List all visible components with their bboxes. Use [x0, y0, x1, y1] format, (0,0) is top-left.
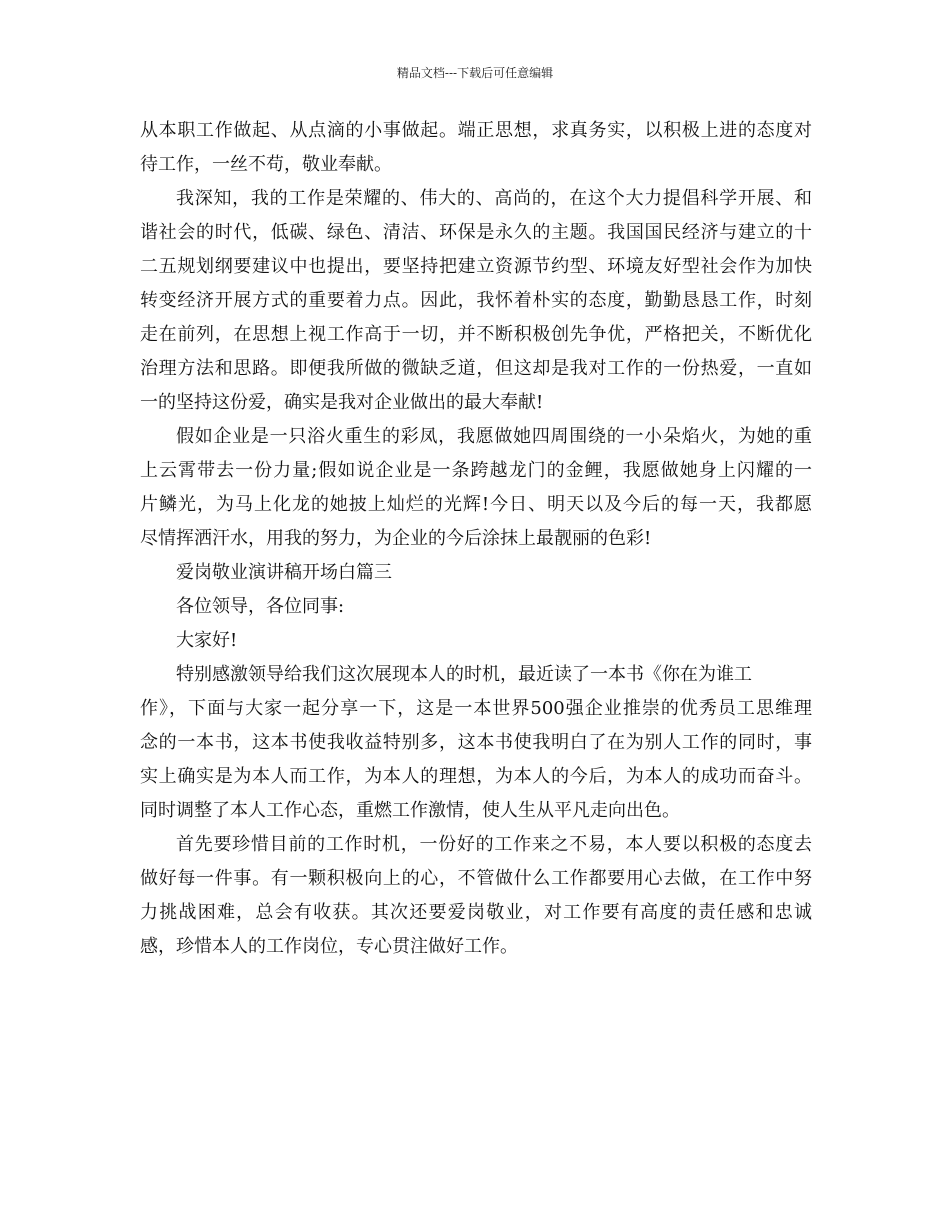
text-line: 谐社会的时代，低碳、绿色、清洁、环保是永久的主题。我国国民经济与建立的十 [140, 222, 812, 243]
text-line: 大家好! [176, 630, 238, 651]
text-line: 假如企业是一只浴火重生的彩凤，我愿做她四周围绕的一小朵焰火，为她的重 [176, 426, 812, 447]
text-line: 各位领导，各位同事: [176, 596, 345, 617]
text-line: 治理方法和思路。即便我所做的微缺乏道，但这却是我对工作的一份热爱，一直如 [140, 358, 812, 379]
text-line: 爱岗敬业演讲稿开场白篇三 [176, 562, 392, 583]
text-line: 转变经济开展方式的重要着力点。因此，我怀着朴实的态度，勤勤恳恳工作，时刻 [140, 290, 812, 311]
text-line: 念的一本书，这本书使我收益特别多，这本书使我明白了在为别人工作的同时，事 [140, 732, 812, 753]
text-line: 一的坚持这份爱，确实是我对企业做出的最大奉献! [140, 392, 544, 413]
text-line: 感，珍惜本人的工作岗位，专心贯注做好工作。 [140, 936, 518, 957]
text-line: 力挑战困难，总会有收获。其次还要爱岗敬业，对工作要有高度的责任感和忠诚 [140, 902, 812, 923]
text-line: 作》，下面与大家一起分享一下，这是一本世界500强企业推崇的优秀员工思维理 [140, 698, 812, 719]
text-line: 走在前列，在思想上视工作高于一切，并不断积极创先争优，严格把关，不断优化 [140, 324, 812, 345]
text-line: 做好每一件事。有一颗积极向上的心，不管做什么工作都要用心去做，在工作中努 [140, 868, 812, 889]
text-line: 特别感激领导给我们这次展现本人的时机，最近读了一本书《你在为谁工 [176, 664, 752, 685]
document-body [140, 114, 812, 964]
text-line: 二五规划纲要建议中也提出，要坚持把建立资源节约型、环境友好型社会作为加快 [140, 256, 812, 277]
text-line: 待工作，一丝不苟，敬业奉献。 [140, 154, 392, 175]
text-line: 从本职工作做起、从点滴的小事做起。端正思想，求真务实，以积极上进的态度对 [140, 120, 812, 141]
text-line: 首先要珍惜目前的工作时机，一份好的工作来之不易，本人要以积极的态度去 [176, 834, 812, 855]
text-line: 上云霄带去一份力量;假如说企业是一条跨越龙门的金鲤，我愿做她身上闪耀的一 [140, 460, 812, 481]
text-line: 同时调整了本人工作心态，重燃工作激情，使人生从平凡走向出色。 [140, 800, 680, 821]
page-header: 精品文档---下载后可任意编辑 [396, 66, 554, 80]
text-line: 实上确实是为本人而工作，为本人的理想，为本人的今后，为本人的成功而奋斗。 [140, 766, 812, 787]
text-line: 我深知，我的工作是荣耀的、伟大的、高尚的，在这个大力提倡科学开展、和 [176, 188, 812, 209]
text-line: 尽情挥洒汗水，用我的努力，为企业的今后涂抹上最靓丽的色彩! [140, 528, 652, 549]
text-line: 片鳞光，为马上化龙的她披上灿烂的光辉!今日、明天以及今后的每一天，我都愿 [140, 494, 812, 515]
